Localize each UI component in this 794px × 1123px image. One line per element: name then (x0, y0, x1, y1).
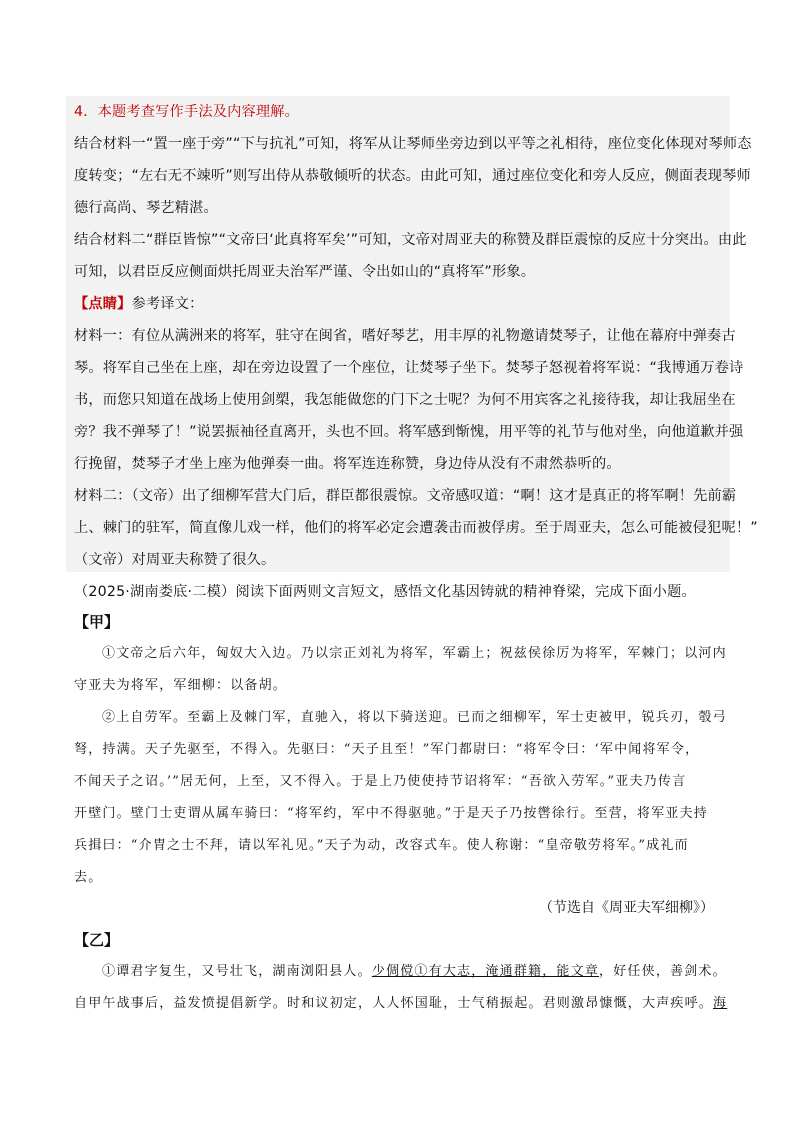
translation-1-line-3: 书，而您只知道在战场上使用剑槊，我怎能做您的门下之士呢？为何不用宾客之礼接待我，却让我屈坐在 (74, 392, 736, 408)
question-intro (74, 582, 696, 602)
jia-para-2-line-6: 去。 (74, 870, 103, 885)
jia-para-2-line-4: 开壁门。壁门士吏谓从属车骑曰：“将军约，军中不得驱驰。”于是天子乃按辔徐行。至营，将军亚夫持 (74, 806, 708, 821)
jia-para-1-line-1: ①文帝之后六年，匈奴大入边。乃以宗正刘礼为将军，军霸上；祝兹侯徐厉为将军，军棘门；以河内 (102, 646, 727, 661)
dianjing-heading (74, 294, 204, 314)
analysis-para-1-line-2: 度转变；“左右无不竦听”则写出侍从恭敬倾听的状态。由此可知，通过座位变化和旁人反应，侧面表现琴师 (74, 168, 751, 184)
translation-1-line-1: 材料一：有位从满洲来的将军，驻守在闽省，嗜好琴艺，用丰厚的礼物邀请焚琴子，让他在幕府中弹奏古 (74, 328, 736, 344)
translation-1-line-4: 旁？我不弹琴了！”说罢振袖径直离开，头也不回。将军感到惭愧，用平等的礼节与他对坐，向他道歉并强 (74, 424, 744, 440)
question-4-heading: 4．本题考查写作手法及内容理解。 (74, 104, 300, 120)
translation-2-line-1: 材料二：（文帝）出了细柳军营大门后，群臣都很震惊。文帝感叹道：“啊！这才是真正的将军啊！先前霸 (74, 488, 737, 504)
jia-para-2-line-3: 不闻天子之诏。’”居无何，上至，又不得入。于是上乃使使持节诏将军：“吾欲入劳军。”亚夫乃传言 (74, 774, 687, 789)
translation-1-line-5: 行挽留，焚琴子才坐上座为他弹奏一曲。将军连连称赞，身边侍从没有不肃然恭听的。 (74, 456, 621, 472)
yi-line-2-underlined: 海 (713, 996, 728, 1011)
dianjing-label: 参考译文： (131, 296, 204, 312)
question-instruction: 阅读下面两则文言短文，感悟文化基因铸就的精神脊梁，完成下面小题。 (235, 584, 696, 600)
analysis-para-1-line-1: 结合材料一“置一座于旁”“下与抗礼”可知，将军从让琴师坐旁边到以平等之礼相待，座位变化体现对琴师态 (74, 136, 752, 152)
translation-2-line-3: （文帝）对周亚夫称赞了很久。 (74, 552, 276, 568)
dianjing-tag: 【点睛】 (74, 296, 132, 312)
translation-1-line-2: 琴。将军自己坐在上座，却在旁边设置了一个座位，让焚琴子坐下。焚琴子怒视着将军说：“我博通万卷诗 (74, 360, 744, 376)
analysis-para-2-line-1: 结合材料二“群臣皆惊”“文帝曰‘此真将军矣’”可知，文帝对周亚夫的称赞及群臣震惊的反应十分突出。由此 (74, 232, 747, 248)
yi-line-1 (102, 962, 727, 982)
yi-line-1-end: ，好任侠，善剑术。 (599, 964, 727, 979)
jia-para-2-line-2: 弩，持满。天子先驱至，不得入。先驱曰：“天子且至！”军门都尉曰：“将军令曰：‘军中闻将军令， (74, 742, 700, 757)
analysis-para-1-line-3: 德行高尚、琴艺精湛。 (74, 200, 218, 216)
text-yi-heading: 【乙】 (74, 931, 120, 949)
jia-para-1-line-2: 守亚夫为将军，军细柳：以备胡。 (74, 678, 288, 693)
translation-2-line-2: 上、棘门的驻军，简直像儿戏一样，他们的将军必定会遭袭击而被俘虏。至于周亚夫，怎么可能被侵犯呢！” (74, 520, 758, 536)
jia-para-2-line-5: 兵揖曰：“介胄之士不拜，请以军礼见。”天子为动，改容式车。使人称谢：“皇帝敬劳将军。”成礼而 (74, 838, 689, 853)
yi-line-1-underlined: 少倜傥①有大志，淹通群籍，能文章 (371, 964, 600, 979)
question-source: （2025·湖南娄底·二模） (74, 584, 236, 600)
text-jia-heading: 【甲】 (74, 613, 120, 631)
yi-line-1-start: ①谭君字复生，又号壮飞，湖南浏阳县人。 (102, 964, 372, 979)
yi-line-2-text: 自甲午战事后，益发愤提倡新学。时和议初定，人人怀国耻，士气稍振起。君则激昂慷慨，大声疾呼。 (74, 996, 714, 1011)
jia-para-2-line-1: ②上自劳军。至霸上及棘门军，直驰入，将以下骑送迎。已而之细柳军，军士吏被甲，锐兵刃，彀弓 (102, 710, 727, 725)
analysis-para-2-line-2: 可知，以君臣反应侧面烘托周亚夫治军严谨、令出如山的“真将军”形象。 (74, 264, 536, 280)
jia-source-note: （节选自《周亚夫军细柳》） (539, 900, 714, 916)
yi-line-2 (74, 994, 727, 1014)
